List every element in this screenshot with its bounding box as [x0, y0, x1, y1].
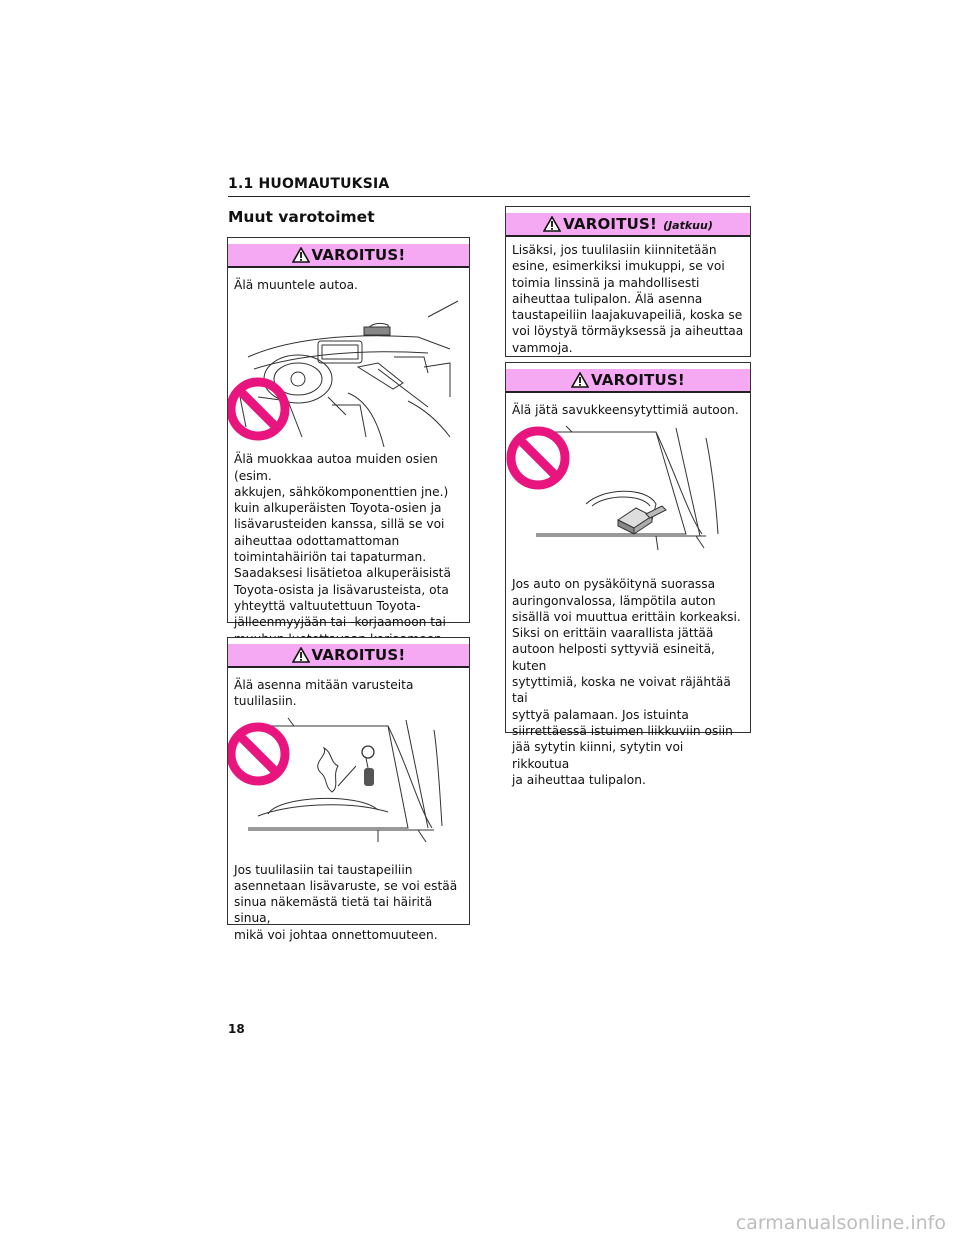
warning-label: VAROITUS! — [311, 646, 406, 664]
lighter-illustration — [506, 424, 750, 564]
warning-header — [506, 369, 750, 393]
warning-body: Lisäksi, jos tuulilasiin kiinnitetään esine, esimerkiksi imukuppi, se voi toimia linssinä ja mahdollisesti aiheuttaa tulipalon. Älä asenna taustapeiliin laajakuvapeiliä, koska se voi löystyä törmäyksessä ja aiheuttaa vammoja. — [512, 243, 744, 355]
warning-label: VAROITUS! — [311, 246, 406, 264]
page-title: Muut varotoimet — [228, 208, 375, 226]
prohibition-icon — [511, 431, 565, 485]
warning-header — [228, 244, 469, 268]
watermark[interactable]: carmanualsonline.info — [735, 1212, 946, 1234]
warning-triangle-icon — [571, 372, 589, 388]
continued-label: (Jatkuu) — [663, 219, 713, 232]
warning-box-continued — [505, 206, 751, 357]
lighter-object — [618, 506, 666, 534]
warning-intro: Älä muuntele autoa. — [234, 278, 358, 292]
page-number: 18 — [228, 1022, 245, 1036]
prohibition-icon — [231, 382, 285, 436]
warning-intro: Älä jätä savukkeensytyttimiä autoon. — [512, 403, 739, 417]
warning-triangle-icon — [292, 647, 310, 663]
warning-label: VAROITUS! — [591, 371, 685, 389]
section-header: 1.1 HUOMAUTUKSIA — [228, 176, 750, 197]
windshield-accessory-illustration — [228, 716, 469, 856]
warning-box-lighters — [505, 362, 751, 787]
dashboard-illustration — [228, 297, 469, 447]
warning-triangle-icon — [292, 247, 310, 263]
warning-body: Jos tuulilasiin tai taustapeiliin asennetaan lisävaruste, se voi estää sinua näkemästä tietä tai häiritä sinua, mikä voi johtaa onnettomuuteen. — [234, 862, 458, 942]
prohibition-icon — [231, 727, 285, 781]
warning-body: Älä muokkaa autoa muiden osien (esim. akkujen, sähkökomponenttien jne.) kuin alkuperäisten Toyota-osien ja lisävarusteiden kanssa, sillä se voi aiheuttaa odottamattoman toimintahäiriön tai tapaturman. Saadaksesi lisätietoa alkuperäisistä Toyota-osista ja lisävarusteista, ota yhteyttä valtuutettuun Toyota- jälleenmyyjään tai -korjaamoon tai — [234, 452, 451, 630]
warning-intro: Älä asenna mitään varusteita tuulilasiin. — [234, 678, 414, 709]
warning-box-modify-car — [227, 237, 470, 630]
warning-triangle-icon — [543, 216, 561, 232]
warning-header — [228, 644, 469, 668]
warning-body: Jos auto on pysäköitynä suorassa auringonvalossa, lämpötila auton sisällä voi muuttua erittäin korkeaksi. Siksi on erittäin vaarallista jättää autoon helposti syttyviä esineitä, kuten sytyttimiä, koska ne voivat räjähtää tai syttyä palamaan. Jos istuinta siirrettäessä istuimen liikkuviin osiin jää sytytin kiinni, sytytin voi rikkoutua ja aiheuttaa tulipalon. — [512, 577, 741, 787]
warning-header — [506, 213, 750, 237]
warning-box-windshield — [227, 637, 470, 942]
warning-label: VAROITUS! — [563, 215, 658, 233]
